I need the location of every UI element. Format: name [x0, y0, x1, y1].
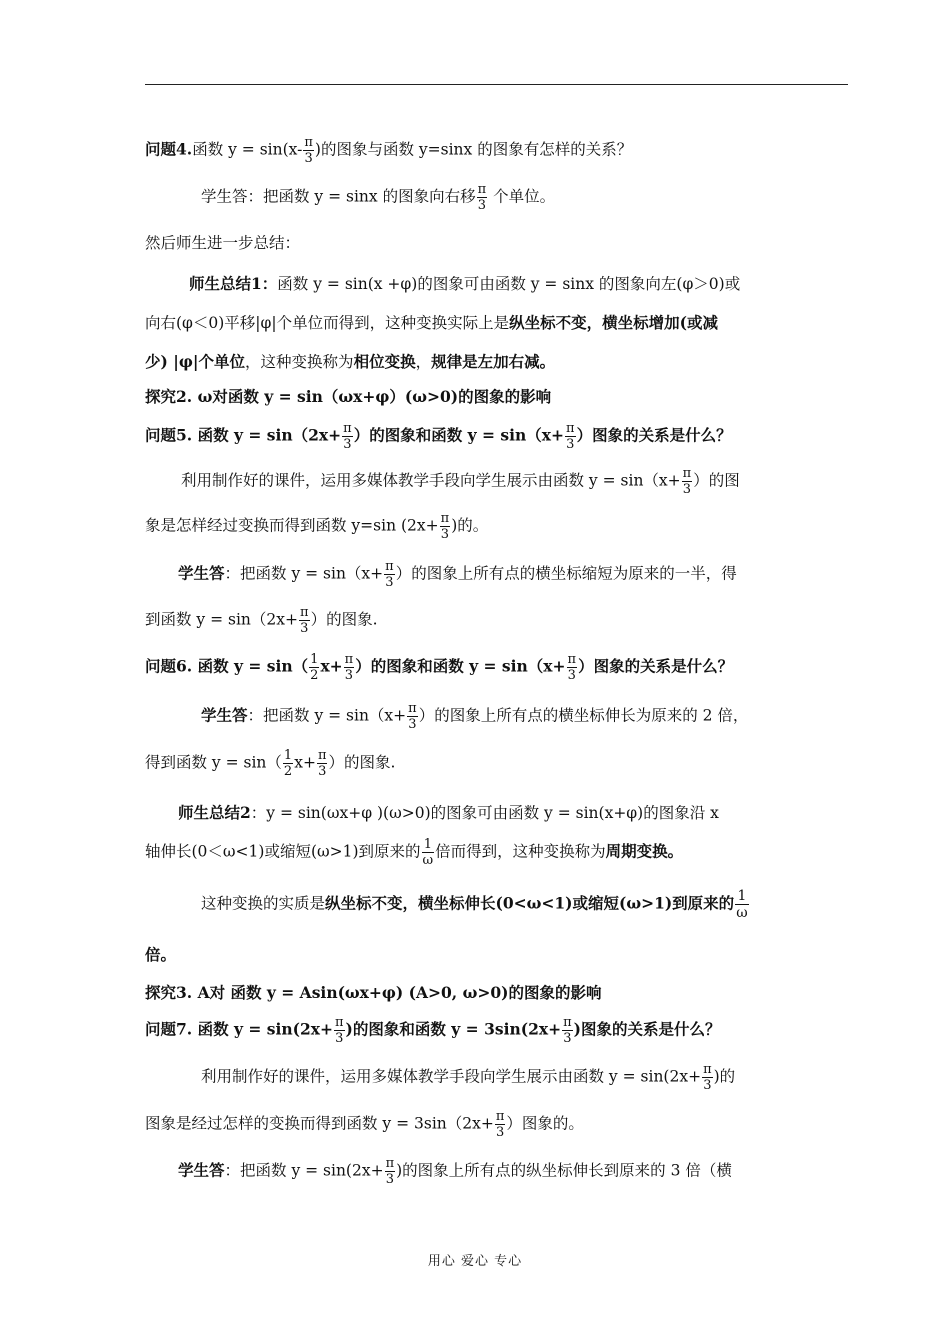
page-footer: 用心 爱心 专心: [427, 1254, 523, 1269]
exploration-2-heading: 探究2. ω对函数 y = sin（ωx+φ）(ω>0)的图象的影响: [145, 387, 552, 406]
fraction-pi-3: $\frac{\pi}{3}$: [385, 1156, 395, 1187]
teaching-note-7-line-1: 利用制作好的课件，运用多媒体教学手段向学生展示由函数 y = sin(2x+ $\frac{\pi}{3}$ )的: [201, 1062, 736, 1093]
exploration-3-heading: 探究3. A对 函数 y = Asin(ωx+φ) (A>0, ω>0)的图象的影响: [145, 983, 602, 1002]
fraction-pi-3: $\frac{\pi}{3}$: [304, 135, 313, 166]
fraction-pi-3: $\frac{\pi}{3}$: [682, 466, 692, 497]
student-answer-6-line-2: 得到函数 y = sin（ $\frac{1}{2}$ x+ $\frac{\pi}{3}$ ）的图象.: [145, 748, 396, 779]
fraction-pi-3: $\frac{\pi}{3}$: [566, 421, 575, 452]
question-7: 问题7. 函数 y = sin(2x+ $\frac{\pi}{3}$ )的图象和函数 y = 3sin(2x+ $\frac{\pi}{3}$ )图象的关系是什么？: [145, 1015, 721, 1046]
summary-1-line-2: 向右(φ＜0)平移|φ|个单位而得到，这种变换实际上是纵坐标不变，横坐标增加(或减: [145, 313, 718, 332]
fraction-pi-3: $\frac{\pi}{3}$: [344, 652, 354, 683]
essence-line-1: 这种变换的实质是纵坐标不变，横坐标伸长(0<ω<1)或缩短(ω>1)到原来的 $\frac{1}{\omega}$: [201, 888, 748, 921]
fraction-pi-3: $\frac{\pi}{3}$: [317, 748, 327, 779]
fraction-pi-3: $\frac{\pi}{3}$: [335, 1015, 344, 1046]
fraction-pi-3: $\frac{\pi}{3}$: [408, 701, 417, 732]
fraction-pi-3: $\frac{\pi}{3}$: [563, 1015, 572, 1046]
fraction-pi-3: $\frac{\pi}{3}$: [440, 511, 450, 542]
fraction-1-2: $\frac{1}{2}$: [283, 748, 293, 779]
question-5: 问题5. 函数 y = sin（2x+ $\frac{\pi}{3}$ ）的图象和函数 y = sin（x+ $\frac{\pi}{3}$ ）图象的关系是什么？: [145, 421, 732, 452]
fraction-pi-3: $\frac{\pi}{3}$: [567, 652, 577, 683]
transition-text: 然后师生进一步总结：: [145, 234, 301, 252]
student-answer-4: 学生答：把函数 y = sinx 的图象向右移 $\frac{\pi}{3}$ 个单位。: [201, 182, 556, 213]
student-answer-5-line-2: 到函数 y = sin（2x+ $\frac{\pi}{3}$ ）的图象.: [145, 605, 378, 636]
fraction-pi-3: $\frac{\pi}{3}$: [495, 1109, 505, 1140]
fraction-1-2: $\frac{1}{2}$: [310, 652, 319, 683]
teaching-note-5-line-2: 象是怎样经过变换而得到函数 y=sin (2x+ $\frac{\pi}{3}$ )的。: [145, 511, 489, 542]
student-answer-7: 学生答：把函数 y = sin(2x+ $\frac{\pi}{3}$ )的图象上所有点的纵坐标伸长到原来的 3 倍（横: [178, 1156, 732, 1187]
summary-2-line-1: 师生总结2：y = sin(ωx+φ )(ω>0)的图象可由函数 y = sin(x+φ)的图象沿 x: [178, 803, 719, 822]
fraction-pi-3: $\frac{\pi}{3}$: [343, 421, 352, 452]
student-answer-6-line-1: 学生答：把函数 y = sin（x+ $\frac{\pi}{3}$ ）的图象上所有点的横坐标伸长为原来的 2 倍，: [201, 701, 749, 732]
fraction-1-omega: $\frac{1}{\omega}$: [422, 837, 434, 868]
student-answer-5-line-1: 学生答：把函数 y = sin（x+ $\frac{\pi}{3}$ ）的图象上所有点的横坐标缩短为原来的一半，得: [178, 559, 737, 590]
teaching-note-5-line-1: 利用制作好的课件，运用多媒体教学手段向学生展示由函数 y = sin（x+ $\frac{\pi}{3}$ ）的图: [181, 466, 740, 497]
fraction-1-omega: $\frac{1}{\omega}$: [736, 888, 748, 921]
teaching-note-7-line-2: 图象是经过怎样的变换而得到函数 y = 3sin（2x+ $\frac{\pi}{3}$ ）图象的。: [145, 1109, 584, 1140]
fraction-pi-3: $\frac{\pi}{3}$: [477, 182, 487, 213]
summary-2-line-2: 轴伸长(0＜ω<1)或缩短(ω>1)到原来的 $\frac{1}{\omega}$ 倍而得到，这种变换称为周期变换。: [145, 837, 684, 868]
fraction-pi-3: $\frac{\pi}{3}$: [300, 605, 309, 636]
essence-line-2: 倍。: [145, 945, 177, 964]
question-4: 问题4.函数 y = sin(x- $\frac{\pi}{3}$ )的图象与函数 y=sinx 的图象有怎样的关系？: [145, 135, 633, 166]
fraction-pi-3: $\frac{\pi}{3}$: [703, 1062, 712, 1093]
summary-1-line-1: 师生总结1：函数 y = sin(x +φ)的图象可由函数 y = sinx 的图象向左(φ＞0)或: [189, 274, 741, 293]
question-6: 问题6. 函数 y = sin（ $\frac{1}{2}$ x+ $\frac{\pi}{3}$ ）的图象和函数 y = sin（x+ $\frac{\pi}{3}$ ）图象的关系是什么？: [145, 652, 734, 683]
fraction-pi-3: $\frac{\pi}{3}$: [385, 559, 394, 590]
summary-1-line-3: 少) |φ|个单位，这种变换称为相位变换，规律是左加右减。: [145, 352, 556, 371]
header-rule: [145, 84, 848, 85]
